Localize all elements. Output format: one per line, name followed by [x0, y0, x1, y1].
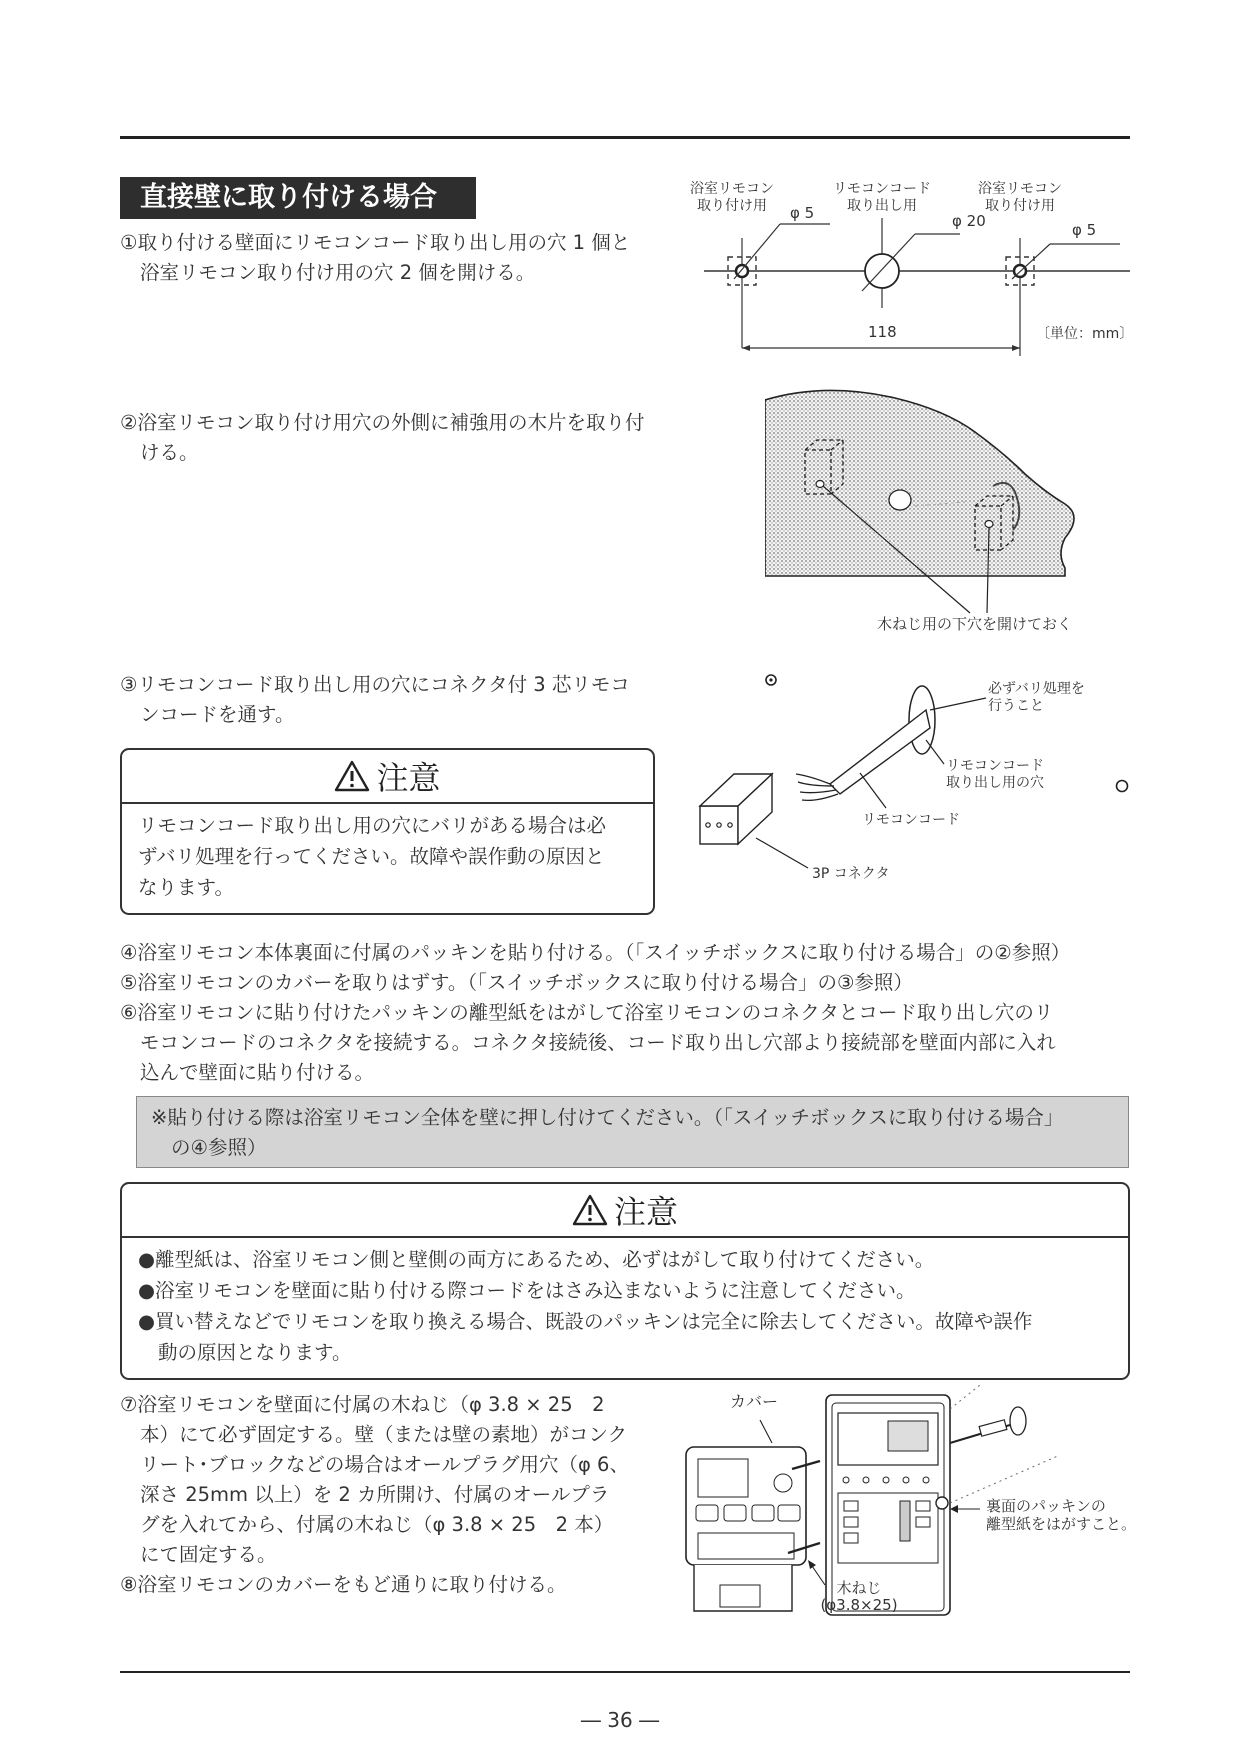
phi5-right-label: φ 5 — [1072, 221, 1097, 239]
remote-cord-label: リモコンコード — [862, 812, 960, 828]
section-title: 直接壁に取り付ける場合 — [120, 177, 476, 219]
wall-reinforcement-diagram — [765, 388, 1090, 638]
step-7-line-4: 深さ 25mm 以上）を 2 カ所開け、付属のオールプラ — [140, 1483, 610, 1506]
warning-icon — [334, 760, 370, 792]
caution-box-1-body — [138, 810, 639, 903]
top-rule — [120, 136, 1130, 139]
cord-figure — [690, 668, 1140, 908]
step-7-line-2: 本）にて必ず固定する。壁（または壁の素地）がコンク — [140, 1423, 628, 1446]
right-hole-label-2: 取り付け用 — [985, 198, 1055, 214]
phi5-left-label: φ 5 — [790, 204, 815, 222]
phi20-label: φ 20 — [952, 212, 986, 230]
cover-label: カバー — [730, 1392, 779, 1411]
burr-label-1: 必ずバリ処理を — [988, 681, 1085, 697]
step-7-line-3: リート･ブロックなどの場合はオールプラグ用穴（φ 6、 — [140, 1453, 629, 1476]
hole-layout-figure — [690, 178, 1140, 368]
packing-label-2: 離型紙をはがすこと。 — [986, 1515, 1137, 1533]
center-hole-label-1: リモコンコード — [833, 181, 931, 197]
dimension-label: 118 — [868, 323, 897, 341]
connector-label: 3P コネクタ — [812, 866, 890, 882]
step-2 — [120, 408, 700, 468]
caution-1-line-2: ずバリ処理を行ってください。故障や誤作動の原因と — [138, 845, 605, 868]
center-hole-label-2: 取り出し用 — [847, 198, 917, 214]
step-1-line-2: 浴室リモコン取り付け用の穴 2 個を開ける。 — [140, 261, 536, 284]
caution-box-2-title: 注意 — [613, 1193, 678, 1231]
note-line-2: の④参照） — [171, 1136, 267, 1159]
caution-1-line-3: なります。 — [138, 876, 234, 899]
wall-reinforcement-figure — [765, 388, 1090, 638]
step-1-line-1: ①取り付ける壁面にリモコンコード取り出し用の穴 1 個と — [120, 231, 631, 254]
step-6-line-2: モコンコードのコネクタを接続する。コネクタ接続後、コード取り出し穴部より接続部を壁面内部に入れ — [140, 1031, 1056, 1054]
packing-label-1: 裏面のパッキンの — [986, 1497, 1106, 1515]
caution-box-1-title: 注意 — [376, 759, 441, 797]
step-7-line-5: グを入れてから、付属の木ねじ（φ 3.8 × 25 2 本） — [140, 1513, 614, 1536]
step-6-line-1: ⑥浴室リモコンに貼り付けたパッキンの離型紙をはがして浴室リモコンのコネクタとコード取り出し穴のリ — [120, 1001, 1054, 1024]
burr-label-2: 行うこと — [988, 698, 1044, 714]
step-1 — [120, 228, 700, 288]
step-2-line-2: ける。 — [140, 441, 199, 464]
warning-icon — [572, 1194, 608, 1226]
step-7-line-1: ⑦浴室リモコンを壁面に付属の木ねじ（φ 3.8 × 25 2 — [120, 1393, 605, 1416]
caution-box-1-header — [122, 750, 653, 804]
step-3-line-2: ンコードを通す。 — [140, 703, 295, 726]
caution-box-2 — [120, 1182, 1130, 1380]
center-hole-label — [830, 181, 934, 215]
caution-2-line-4: 動の原因となります。 — [158, 1341, 352, 1364]
step-4: ④浴室リモコン本体裏面に付属のパッキンを貼り付ける。（「スイッチボックスに取り付ける場合」の②参照） — [120, 941, 1071, 964]
step-8: ⑧浴室リモコンのカバーをもど通りに取り付ける。 — [120, 1573, 567, 1596]
step-3 — [120, 670, 700, 730]
step-6-line-3: 込んで壁面に貼り付ける。 — [140, 1061, 375, 1084]
step-5: ⑤浴室リモコンのカバーを取りはずす。（「スイッチボックスに取り付ける場合」の③参照） — [120, 971, 913, 994]
note-line-1: ※貼り付ける際は浴室リモコン全体を壁に押し付けてください。（「スイッチボックスに取り付ける場合」 — [151, 1106, 1064, 1129]
screw-label-1: 木ねじ — [836, 1579, 882, 1597]
remote-mounting-figure — [680, 1385, 1140, 1630]
burr-label — [988, 681, 1085, 715]
caution-box-1 — [120, 748, 655, 915]
caution-2-line-3: ●買い替えなどでリモコンを取り換える場合、既設のパッキンは完全に除去してください。故障や誤作 — [138, 1310, 1033, 1333]
caution-box-2-header — [122, 1184, 1128, 1238]
caution-1-line-1: リモコンコード取り出し用の穴にバリがある場合は必 — [138, 814, 607, 837]
pilot-hole-label: 木ねじ用の下穴を開けておく — [877, 615, 1073, 633]
note-box — [136, 1096, 1129, 1168]
cord-hole-label-2: 取り出し用の穴 — [946, 775, 1044, 791]
step-3-line-1: ③リモコンコード取り出し用の穴にコネクタ付 3 芯リモコ — [120, 673, 630, 696]
packing-label — [986, 1497, 1136, 1533]
steps-7-8 — [120, 1390, 680, 1600]
page-number: ― 36 ― — [580, 1708, 660, 1732]
right-hole-label — [978, 181, 1062, 215]
caution-2-line-1: ●離型紙は、浴室リモコン側と壁側の両方にあるため、必ずはがして取り付けてください。 — [138, 1248, 935, 1271]
left-hole-label — [690, 181, 774, 215]
steps-4-6 — [120, 938, 1135, 1088]
left-hole-label-2: 取り付け用 — [697, 198, 767, 214]
screw-label-2: (φ3.8×25) — [820, 1596, 898, 1614]
bottom-rule — [120, 1671, 1130, 1673]
step-2-line-1: ②浴室リモコン取り付け用穴の外側に補強用の木片を取り付 — [120, 411, 645, 434]
caution-2-line-2: ●浴室リモコンを壁面に貼り付ける際コードをはさみ込まないように注意してください。 — [138, 1279, 916, 1302]
step-7-line-6: にて固定する。 — [140, 1543, 277, 1566]
unit-label: 〔単位：mm〕 — [1036, 326, 1134, 342]
screw-label — [814, 1580, 904, 1614]
cord-hole-label-1: リモコンコード — [946, 758, 1044, 774]
caution-box-2-body — [138, 1244, 1114, 1368]
right-hole-label-1: 浴室リモコン — [978, 181, 1062, 197]
cord-hole-label — [946, 758, 1044, 792]
left-hole-label-1: 浴室リモコン — [690, 181, 774, 197]
